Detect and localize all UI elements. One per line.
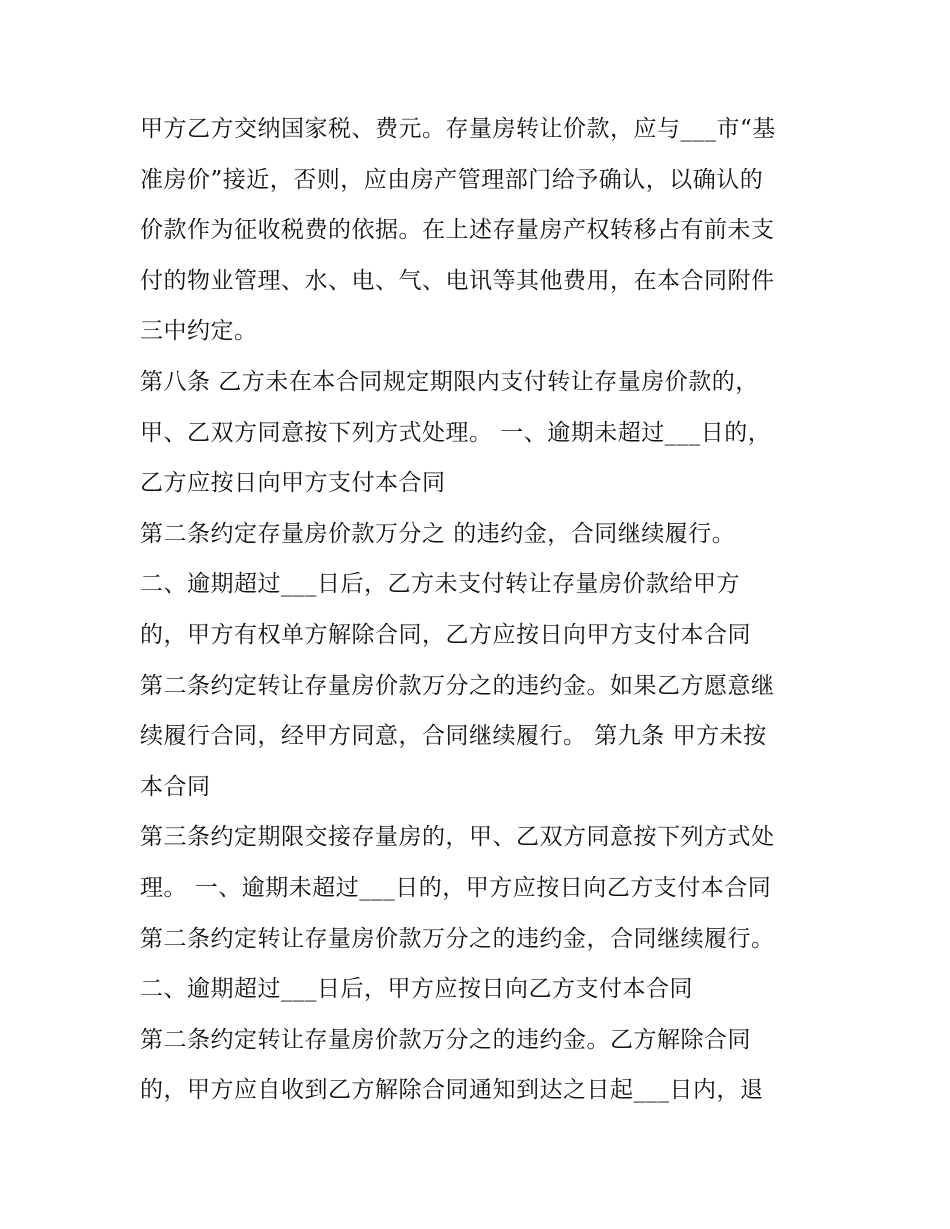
text-line: 乙方应按日向甲方支付本合同 — [140, 470, 446, 497]
text-line: 第二条约定转让存量房价款万分之的违约金，合同继续履行。 — [140, 925, 775, 952]
text-line: 价款作为征收税费的依据。在上述存量房产权转移占有前未支 — [140, 217, 775, 244]
text-line: 甲方乙方交纳国家税、费元。存量房转让价款，应与___市“基 — [140, 116, 776, 142]
text-line: 三中约定。 — [140, 318, 258, 345]
text-line: 二、逾期超过___日后，乙方未支付转让存量房价款给甲方 — [140, 571, 740, 598]
text-line: 二、逾期超过___日后，甲方应按日向乙方支付本合同 — [140, 976, 693, 1003]
text-line: 第八条 乙方未在本合同规定期限内支付转让存量房价款的， — [140, 368, 759, 395]
text-line: 准房价”接近，否则，应由房产管理部门给予确认，以确认的 — [140, 166, 764, 193]
text-line: 第三条约定期限交接存量房的，甲、乙双方同意按下列方式处 — [140, 824, 775, 851]
text-line: 甲、乙双方同意按下列方式处理。 一、逾期未超过___日的， — [140, 419, 772, 446]
text-line: 续履行合同，经甲方同意，合同继续履行。 第九条 甲方未按 — [140, 723, 767, 750]
text-line: 付的物业管理、水、电、气、电讯等其他费用，在本合同附件 — [140, 267, 775, 294]
text-line: 的，甲方有权单方解除合同，乙方应按日向甲方支付本合同 — [140, 621, 751, 648]
text-line: 第二条约定转让存量房价款万分之的违约金。如果乙方愿意继 — [140, 672, 775, 699]
text-line: 的，甲方应自收到乙方解除合同通知到达之日起___日内，退 — [140, 1077, 764, 1104]
text-line: 理。 一、逾期未超过___日的，甲方应按日向乙方支付本合同 — [140, 874, 772, 901]
contract-text — [140, 104, 830, 1116]
text-line: 第二条约定存量房价款万分之 的违约金，合同继续履行。 — [140, 520, 736, 547]
text-line: 第二条约定转让存量房价款万分之的违约金。乙方解除合同 — [140, 1026, 751, 1053]
text-line: 本合同 — [140, 773, 211, 800]
